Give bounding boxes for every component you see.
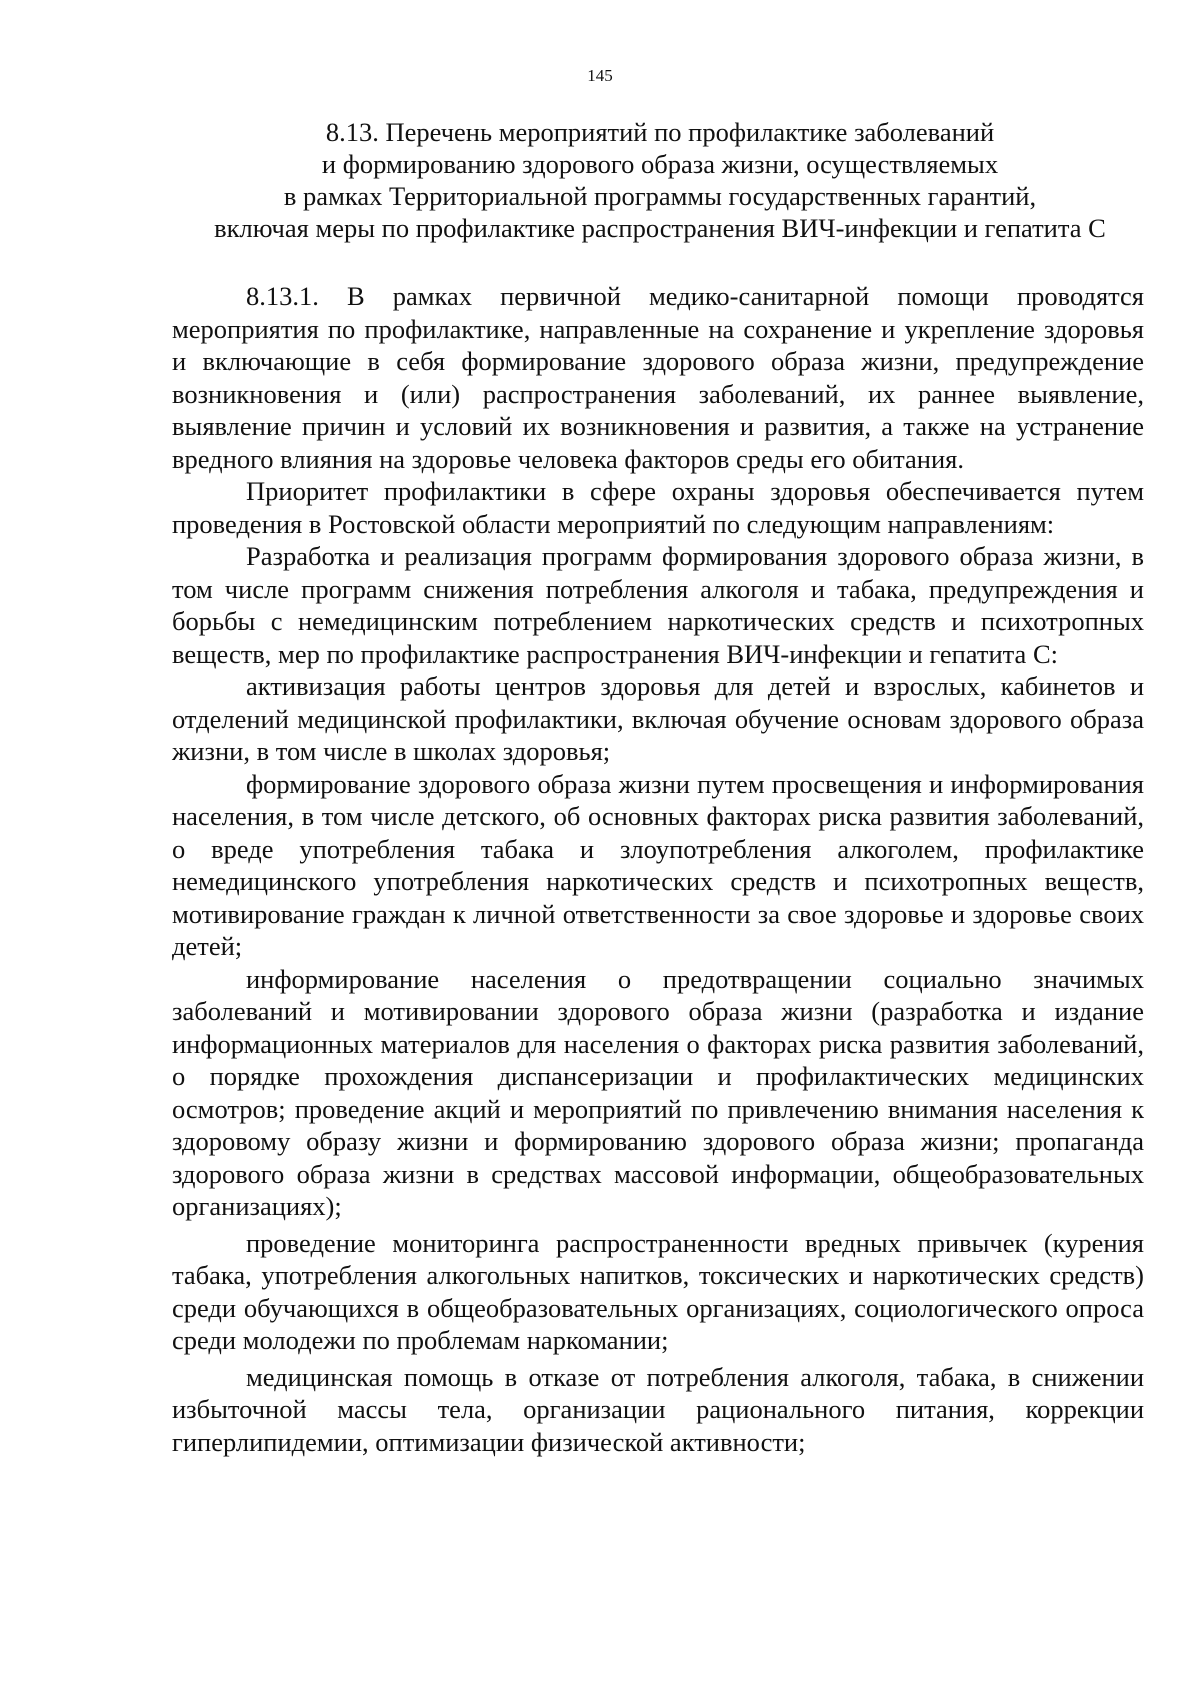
paragraph-priority: Приоритет профилактики в сфере охраны здоровья обеспечивается путем проведения в Ростовской области мероприятий по следующим направлениям: (172, 476, 1144, 539)
page-number: 145 (587, 66, 613, 85)
list-item-health-centers: активизация работы центров здоровья для детей и взрослых, кабинетов и отделений медицинской профилактики, включая обучение основам здорового образа жизни, в том числе в школах здоровья; (172, 671, 1144, 766)
section-title-line: в рамках Территориальной программы государственных гарантий, (283, 181, 1037, 211)
section-title-line: и формированию здорового образа жизни, осуществляемых (321, 149, 999, 179)
list-item-monitoring: проведение мониторинга распространенности вредных привычек (курения табака, употребления алкогольных напитков, токсических и наркотических средств) среди обучающихся в общеобразовательных организациях, социологического опроса среди молодежи по проблемам наркомании; (172, 1227, 1144, 1355)
section-title-line: включая меры по профилактике распространения ВИЧ-инфекции и гепатита С (214, 213, 1106, 243)
section-title (160, 116, 1160, 244)
body-text (172, 280, 1144, 1458)
list-item-medical-help: медицинская помощь в отказе от потребления алкоголя, табака, в снижении избыточной массы тела, организации рационального питания, коррекции гиперлипидемии, оптимизации физической активности; (172, 1361, 1144, 1457)
list-item-informing: информирование населения о предотвращении социально значимых заболеваний и мотивировании здорового образа жизни (разработка и издание информационных материалов для населения о факторах риска развития заболеваний, о порядке прохождения диспансеризации и профилактических медицинских осмотров; проведение акций и мероприятий по привлечению внимания населения к здоровому образу жизни и формированию здорового образа жизни; пропаганда здорового образа жизни в средствах массовой информации, общеобразовательных организациях); (172, 963, 1144, 1221)
list-item-healthy-lifestyle: формирование здорового образа жизни путем просвещения и информирования населения, в том числе детского, об основных факторах риска развития заболеваний, о вреде употребления табака и злоупотребления алкоголем, профилактике немедицинского употребления наркотических средств и психотропных веществ, мотивирование граждан к личной ответственности за свое здоровье и здоровье своих детей; (172, 768, 1144, 961)
section-title-line: 8.13. Перечень мероприятий по профилактике заболеваний (325, 117, 995, 147)
paragraph-8-13-1: 8.13.1. В рамках первичной медико-санитарной помощи проводятся мероприятия по профилактике, направленные на сохранение и укрепление здоровья и включающие в себя формирование здорового образа жизни, предупреждение возникновения и (или) распространения заболеваний, их раннее выявление, выявление причин и условий их возникновения и развития, а также на устранение вредного влияния на здоровье человека факторов среды его обитания. (172, 281, 1144, 474)
paragraph-programs: Разработка и реализация программ формирования здорового образа жизни, в том числе программ снижения потребления алкоголя и табака, предупреждения и борьбы с немедицинским потреблением наркотических средств и психотропных веществ, мер по профилактике распространения ВИЧ-инфекции и гепатита С: (172, 541, 1144, 669)
